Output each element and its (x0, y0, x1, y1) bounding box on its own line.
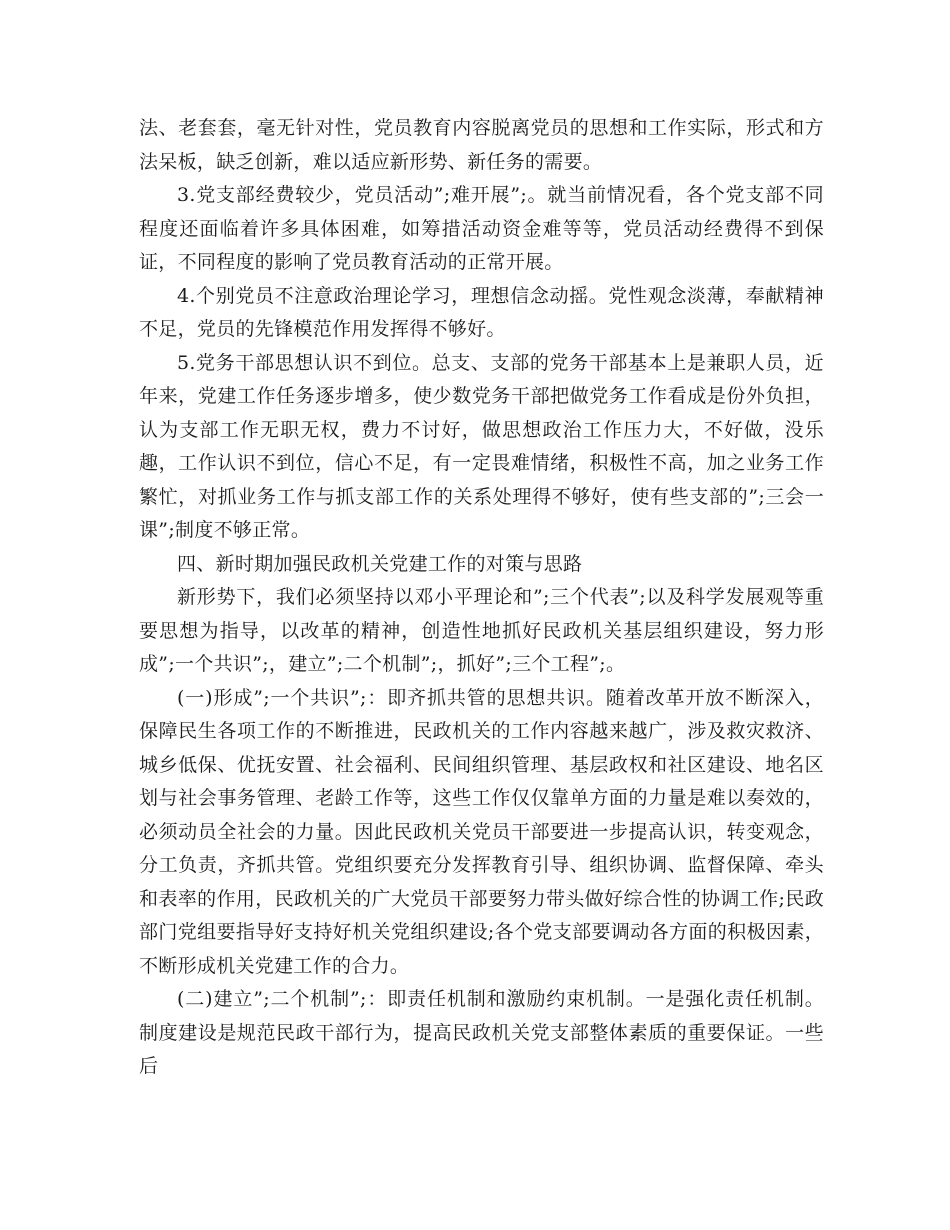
section-heading-4: 四、新时期加强民政机关党建工作的对策与思路 (177, 552, 583, 575)
paragraph-continuation: 法、老套套，毫无针对性，党员教育内容脱离党员的思想和工作实际，形式和方法呆板，缺乏创新，难以适应新形势、新任务的需要。 (139, 117, 824, 173)
paragraph-intro: 新形势下，我们必须坚持以邓小平理论和”;三个代表”;以及科学发展观等重要思想为指导，以改革的精神，创造性地抓好民政机关基层组织建设，努力形成”;一个共识”;，建立”;二个机制”;，抓好”;三个工程”;。 (139, 586, 824, 675)
paragraph-item-5: 5.党务干部思想认识不到位。总支、支部的党务干部基本上是兼职人员，近年来，党建工作任务逐步增多，使少数党务干部把做党务工作看成是份外负担，认为支部工作无职无权，费力不讨好，做思想政治工作压力大，不好做，没乐趣，工作认识不到位，信心不足，有一定畏难情绪，积极性不高，加之业务工作繁忙，对抓业务工作与抓支部工作的关系处理得不够好，使有些支部的”;三会一课”;制度不够正常。 (139, 351, 824, 541)
paragraph-item-3: 3.党支部经费较少，党员活动”;难开展”;。就当前情况看，各个党支部不同程度还面临着许多具体困难，如筹措活动资金难等等，党员活动经费得不到保证，不同程度的影响了党员教育活动的正常开展。 (139, 184, 824, 273)
document-body (139, 112, 824, 1084)
paragraph-item-4: 4.个别党员不注意政治理论学习，理想信念动摇。党性观念淡薄，奉献精神不足，党员的先锋模范作用发挥得不够好。 (139, 284, 824, 340)
paragraph-subsection-2: (二)建立”;二个机制”;：即责任机制和激励约束机制。一是强化责任机制。制度建设是规范民政干部行为，提高民政机关党支部整体素质的重要保证。一些后 (139, 988, 824, 1077)
paragraph-subsection-1: (一)形成”;一个共识”;：即齐抓共管的思想共识。随着改革开放不断深入，保障民生各项工作的不断推进，民政机关的工作内容越来越广，涉及救灾救济、城乡低保、优抚安置、社会福利、民间组织管理、基层政权和社区建设、地名区划与社会事务管理、老龄工作等，这些工作仅仅靠单方面的力量是难以奏效的，必须动员全社会的力量。因此民政机关党员干部要进一步提高认识，转变观念，分工负责，齐抓共管。党组织要充分发挥教育引导、组织协调、监督保障、牵头和表率的作用，民政机关的广大党员干部要努力带头做好综合性的协调工作;民政部门党组要指导好支持好机关党组织建设;各个党支部要调动各方面的积极因素，不断形成机关党建工作的合力。 (139, 686, 824, 977)
